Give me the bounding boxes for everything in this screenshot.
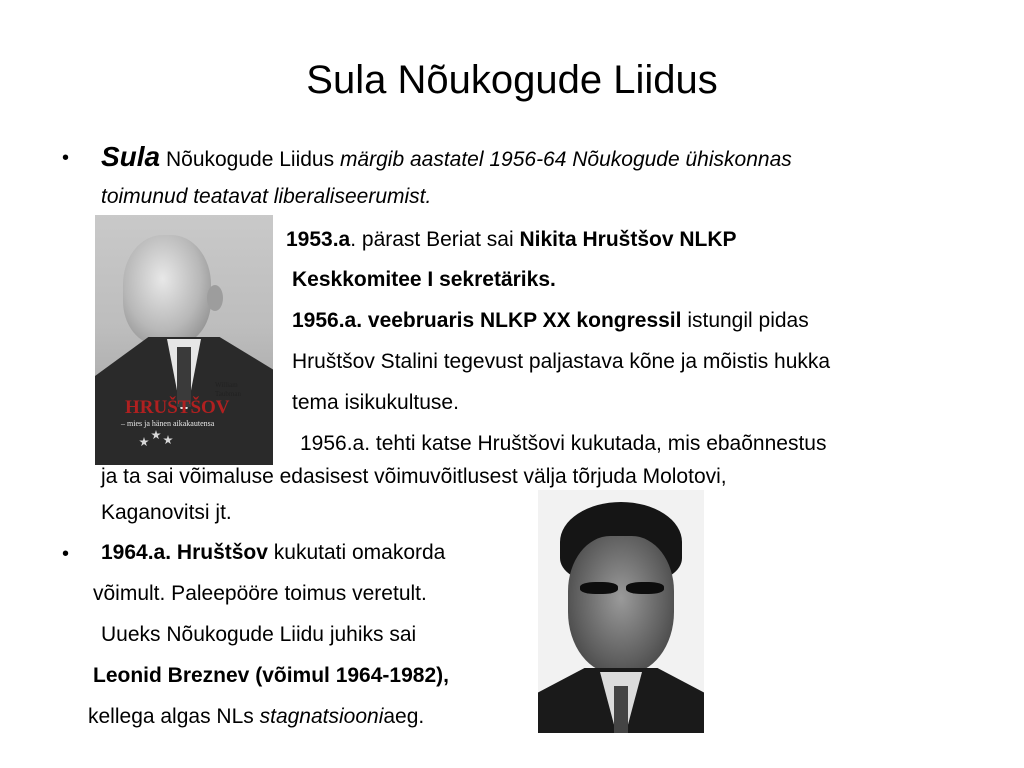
brezhnev-portrait-image <box>538 490 704 733</box>
congress-text: 1956.a. veebruaris NLKP XX kongressil <box>292 309 682 332</box>
p3-line-4 <box>93 662 449 690</box>
book-author: William Taubman <box>215 381 241 398</box>
book-title: HRUŠTŠOV <box>125 397 230 418</box>
bullet-2-marker: • <box>62 543 70 565</box>
p2-line-6: 1956.a. tehti katse Hruštšovi kukutada, mis ebaõnnestus <box>300 432 827 455</box>
year-1953: 1953.a <box>286 228 351 251</box>
p2-line-4: Hruštšov Stalini tegevust paljastava kõne ja mõistis hukka <box>292 350 831 373</box>
p2-line-7: ja ta sai võimaluse edasisest võimuvõitlusest välja tõrjuda Molotovi, <box>101 465 727 488</box>
p2-line-3-text: istungil pidas <box>681 309 809 332</box>
bullet-1-text-a: Nõukogude Liidus <box>160 148 340 171</box>
portrait-tie <box>614 686 628 733</box>
p2-line-8: Kaganovitsi jt. <box>101 501 232 524</box>
bullet-1-marker: • <box>62 147 70 169</box>
p3-line-1 <box>101 539 445 567</box>
p2-line-2-text: Keskkomitee I sekretäriks. <box>292 268 556 291</box>
p3-line-3: Uueks Nõukogude Liidu juhiks sai <box>101 623 417 646</box>
p2-line-3 <box>292 307 809 335</box>
hrushchev-book-cover-image <box>95 215 273 465</box>
term-stagnation: stagnatsiooni <box>259 705 384 728</box>
portrait-brow <box>626 582 664 594</box>
bullet-1-line-2 <box>101 183 431 211</box>
slide-title: Sula Nõukogude Liidus <box>306 58 718 102</box>
p2-line-2 <box>292 266 556 294</box>
brezhnev-name: Leonid Breznev (võimul 1964-1982), <box>93 664 449 687</box>
p3-line-5 <box>88 703 424 731</box>
p2-line-1 <box>286 226 737 254</box>
bullet-1-text-b: märgib aastatel 1956-64 Nõukogude ühiskonnas <box>339 148 792 171</box>
p2-line-1-text: . pärast Beriat sai <box>350 228 520 251</box>
portrait-face <box>568 536 674 674</box>
bullet-1-line-2-text: toimunud teatavat liberaliseerumist. <box>101 185 432 208</box>
year-1964: 1964.a. Hruštšov <box>101 541 268 564</box>
book-subtitle: – mies ja hänen aikakautensa <box>121 419 215 428</box>
portrait-ear <box>207 285 223 311</box>
portrait-brow <box>580 582 618 594</box>
p3-line-1-text: kukutati omakorda <box>267 541 446 564</box>
bullet-1-line-1 <box>101 143 792 174</box>
p3-line-2: võimult. Paleepööre toimus veretult. <box>93 582 427 605</box>
hrushchev-name: Nikita Hruštšov NLKP <box>519 228 737 251</box>
portrait-head <box>123 235 211 345</box>
p3-line-5-text-c: aeg. <box>383 705 425 728</box>
p2-line-5: tema isikukultuse. <box>292 391 459 414</box>
term-sula: Sula <box>101 141 161 172</box>
p3-line-5-text-a: kellega algas NLs <box>88 705 260 728</box>
